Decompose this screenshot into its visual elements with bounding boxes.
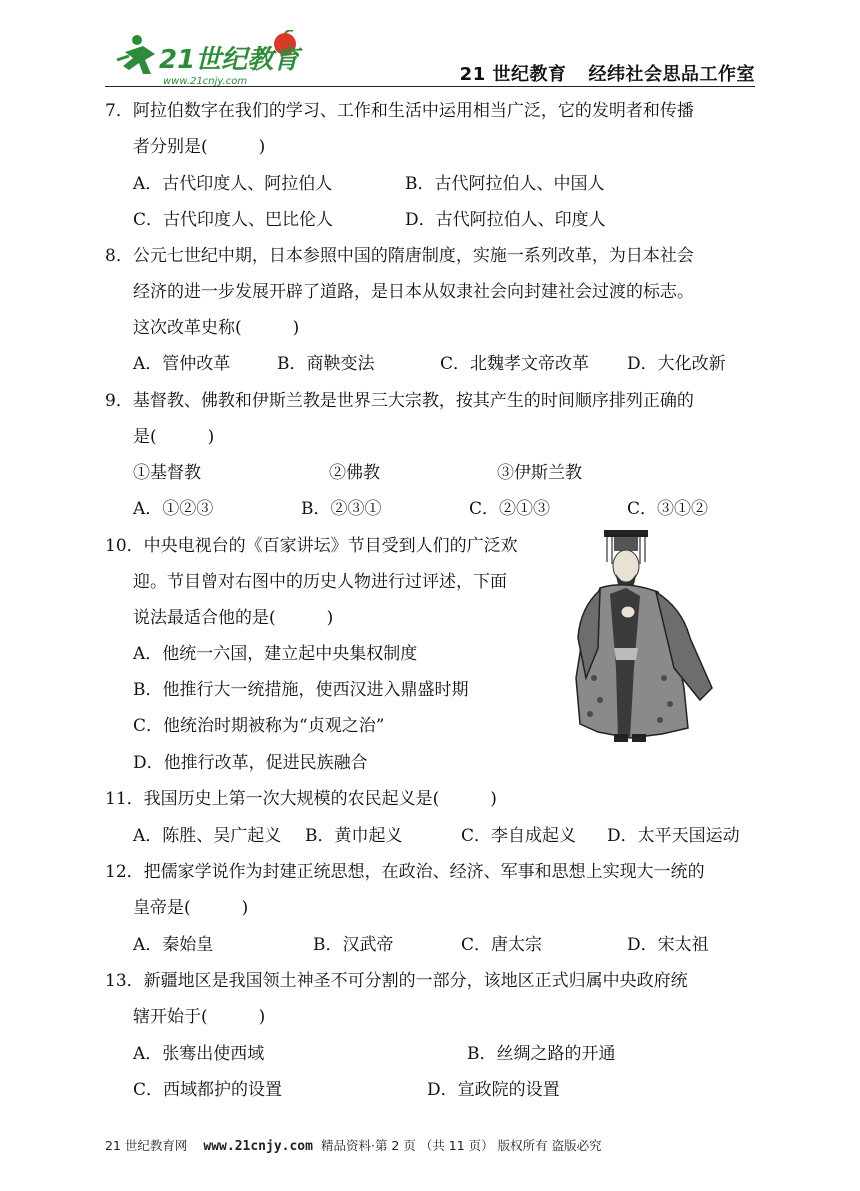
q10-option-a[interactable]: A．他统一六国，建立起中央集权制度 [133, 644, 418, 664]
q9-stem-line-2: 是( ) [133, 427, 215, 447]
q11-stem: 11．我国历史上第一次大规模的农民起义是( ) [105, 789, 497, 809]
q12-option-d[interactable]: D．宋太祖 [627, 935, 709, 955]
q11-option-a[interactable]: A．陈胜、吴广起义 [133, 826, 282, 846]
q10-option-b[interactable]: B．他推行大一统措施，使西汉进入鼎盛时期 [133, 680, 469, 700]
q13-option-b[interactable]: B．丝绸之路的开通 [467, 1044, 616, 1064]
q10-stem-line-1: 10．中央电视台的《百家讲坛》节目受到人们的广泛欢 [105, 536, 518, 556]
q8-option-d[interactable]: D．大化改新 [627, 354, 726, 374]
q13-stem-line-2: 辖开始于( ) [133, 1007, 266, 1027]
q13-option-a[interactable]: A．张骞出使西域 [133, 1044, 265, 1064]
q9-item-3: ③伊斯兰教 [497, 463, 582, 483]
q7-option-c[interactable]: C．古代印度人、巴比伦人 [133, 210, 334, 230]
q10-stem-line-3: 说法最适合他的是( ) [133, 608, 334, 628]
page-header [105, 22, 755, 87]
q11-option-b[interactable]: B．黄巾起义 [305, 826, 403, 846]
q7-stem-line-1: 7．阿拉伯数字在我们的学习、工作和生活中运用相当广泛，它的发明者和传播 [105, 101, 694, 121]
q12-option-a[interactable]: A．秦始皇 [133, 935, 214, 955]
q10-option-c[interactable]: C．他统治时期被称为“贞观之治” [133, 716, 385, 736]
q9-option-b[interactable]: B．②③① [301, 499, 382, 519]
q7-option-a[interactable]: A．古代印度人、阿拉伯人 [133, 174, 333, 194]
header-divider [105, 86, 755, 87]
q13-option-c[interactable]: C．西域都护的设置 [133, 1080, 283, 1100]
q8-stem-line-3: 这次改革史称( ) [133, 318, 300, 338]
q11-option-c[interactable]: C．李自成起义 [461, 826, 577, 846]
svg-text:21世纪教育: 21世纪教育 [159, 45, 300, 75]
header-studio: 经纬社会思品工作室 [588, 64, 755, 85]
q7-stem-line-2: 者分别是( ) [133, 137, 266, 157]
q9-item-1: ①基督教 [133, 463, 201, 483]
q8-stem-line-1: 8．公元七世纪中期，日本参照中国的隋唐制度，实施一系列改革，为日本社会 [105, 246, 694, 266]
q7-option-b[interactable]: B．古代阿拉伯人、中国人 [405, 174, 605, 194]
q9-stem-line-1: 9．基督教、佛教和伊斯兰教是世界三大宗教，按其产生的时间顺序排列正确的 [105, 391, 694, 411]
q7-option-d[interactable]: D．古代阿拉伯人、印度人 [405, 210, 606, 230]
q8-option-b[interactable]: B．商鞅变法 [277, 354, 375, 374]
emperor-portrait-image [570, 528, 722, 750]
q12-stem-line-1: 12．把儒家学说作为封建正统思想，在政治、经济、军事和思想上实现大一统的 [105, 862, 705, 882]
svg-text:www.21cnjy.com: www.21cnjy.com [163, 76, 248, 87]
q11-option-d[interactable]: D．太平天国运动 [607, 826, 740, 846]
footer-page-info: 精品资料·第 2 页 （共 11 页） 版权所有 盗版必究 [320, 1138, 602, 1153]
q8-option-c[interactable]: C．北魏孝文帝改革 [440, 354, 590, 374]
q9-option-d[interactable]: C．③①② [627, 499, 709, 519]
q10-option-d[interactable]: D．他推行改革，促进民族融合 [133, 753, 368, 773]
q9-option-a[interactable]: A．①②③ [133, 499, 214, 519]
header-brand: 21 世纪教育 [459, 64, 567, 85]
q12-stem-line-2: 皇帝是( ) [133, 898, 249, 918]
q12-option-c[interactable]: C．唐太宗 [461, 935, 543, 955]
footer-site: 21 世纪教育网 [105, 1138, 188, 1153]
header-title [460, 60, 755, 86]
21cnjy-logo [115, 30, 315, 90]
q13-stem-line-1: 13．新疆地区是我国领土神圣不可分割的一部分，该地区正式归属中央政府统 [105, 971, 688, 991]
q9-item-2: ②佛教 [329, 463, 380, 483]
q12-option-b[interactable]: B．汉武帝 [313, 935, 394, 955]
footer-url-link[interactable]: www.21cnjy.com [203, 1139, 313, 1154]
q8-option-a[interactable]: A．管仲改革 [133, 354, 231, 374]
q8-stem-line-2: 经济的进一步发展开辟了道路，是日本从奴隶社会向封建社会过渡的标志。 [133, 282, 694, 302]
page-footer [105, 1136, 602, 1154]
q9-option-c[interactable]: C．②①③ [469, 499, 551, 519]
q13-option-d[interactable]: D．宣政院的设置 [427, 1080, 560, 1100]
q10-stem-line-2: 迎。节目曾对右图中的历史人物进行过评述，下面 [133, 572, 507, 592]
